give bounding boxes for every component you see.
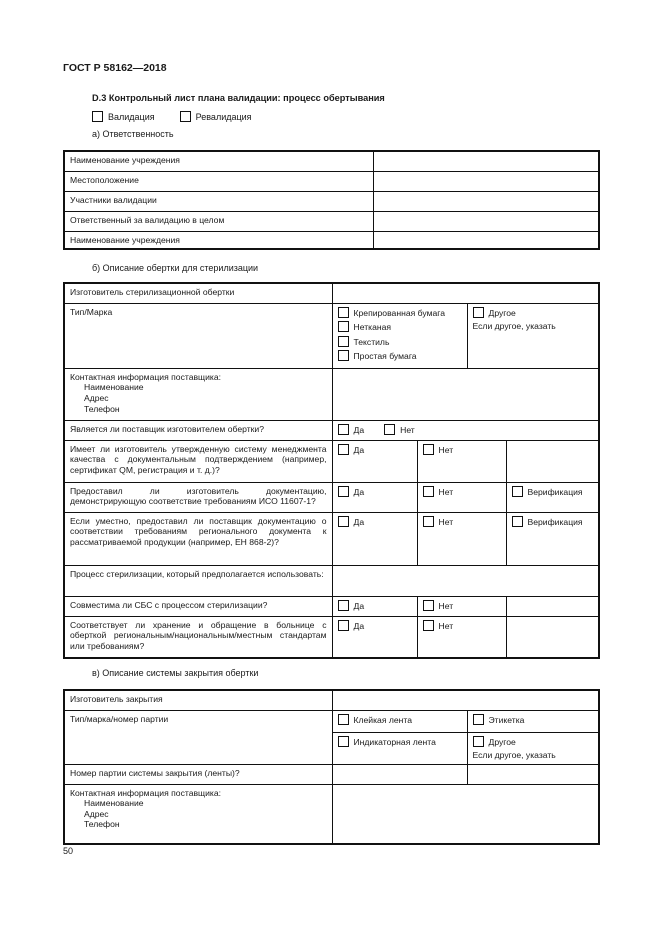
no-checkbox[interactable] xyxy=(423,444,434,455)
no-checkbox[interactable] xyxy=(423,516,434,527)
no-label: Нет xyxy=(438,444,454,455)
option-label: Индикаторная лента xyxy=(353,736,436,747)
option-label: Другое xyxy=(488,736,516,747)
no-checkbox[interactable] xyxy=(423,620,434,631)
contact-label xyxy=(64,368,332,420)
no-label: Нет xyxy=(438,600,454,611)
row-label: Совместима ли СБС с процессом стерилизации? xyxy=(64,596,332,616)
empty-cell xyxy=(506,616,599,658)
no-label: Нет xyxy=(438,620,454,631)
value-cell[interactable] xyxy=(332,283,599,303)
yes-label: Да xyxy=(353,600,365,611)
value-cell[interactable] xyxy=(332,764,467,784)
yes-checkbox[interactable] xyxy=(338,424,349,435)
option-label: Простая бумага xyxy=(353,351,417,362)
value-cell[interactable] xyxy=(332,784,599,844)
option-label: Текстиль xyxy=(353,336,390,347)
no-checkbox[interactable] xyxy=(423,486,434,497)
no-checkbox[interactable] xyxy=(423,600,434,611)
adhesive-tape-checkbox[interactable] xyxy=(338,714,349,725)
label-checkbox[interactable] xyxy=(473,714,484,725)
option-label: Нетканая xyxy=(353,322,392,333)
validation-mode xyxy=(92,111,252,122)
plain-paper-checkbox[interactable] xyxy=(338,350,349,361)
verification-label: Верификация xyxy=(527,516,583,527)
contact-line: Телефон xyxy=(84,819,120,830)
other-specify-label: Если другое, указать xyxy=(472,750,556,761)
yes-label: Да xyxy=(353,516,365,527)
contact-heading: Контактная информация поставщика: xyxy=(70,787,222,798)
contact-line: Адрес xyxy=(84,393,109,404)
row-label: Номер партии системы закрытия (ленты)? xyxy=(64,764,332,784)
other-specify-label: Если другое, указать xyxy=(472,321,556,332)
other-checkbox[interactable] xyxy=(473,736,484,747)
yes-label: Да xyxy=(353,620,365,631)
row-label: Процесс стерилизации, который предполагается использовать: xyxy=(64,565,332,596)
value-cell[interactable] xyxy=(373,171,599,191)
nonwoven-checkbox[interactable] xyxy=(338,321,349,332)
section-a-heading: а) Ответственность xyxy=(92,129,174,139)
option-label: Клейкая лента xyxy=(353,714,413,725)
section-title: D.3 Контрольный лист плана валидации: процесс обертывания xyxy=(92,93,385,103)
row-label: Наименование учреждения xyxy=(64,151,373,171)
yes-checkbox[interactable] xyxy=(338,620,349,631)
yes-label: Да xyxy=(353,444,365,455)
section-c-heading: в) Описание системы закрытия обертки xyxy=(92,668,259,678)
value-cell[interactable] xyxy=(332,690,599,710)
validation-checkbox[interactable] xyxy=(92,111,103,122)
contact-line: Наименование xyxy=(84,798,144,809)
empty-cell xyxy=(506,440,599,482)
row-label: Тип/марка/номер партии xyxy=(64,710,332,764)
option-label: Этикетка xyxy=(488,714,525,725)
revalidation-label: Ревалидация xyxy=(195,112,252,122)
indicator-tape-checkbox[interactable] xyxy=(338,736,349,747)
closure-table xyxy=(63,689,600,845)
value-cell[interactable] xyxy=(332,368,599,420)
no-checkbox[interactable] xyxy=(384,424,395,435)
verification-checkbox[interactable] xyxy=(512,516,523,527)
value-cell[interactable] xyxy=(373,231,599,249)
option-label: Крепированная бумага xyxy=(353,307,445,318)
row-label: Изготовитель стерилизационной обертки xyxy=(64,283,332,303)
value-cell[interactable] xyxy=(373,211,599,231)
no-label: Нет xyxy=(438,486,454,497)
row-label: Является ли поставщик изготовителем обертки? xyxy=(64,420,332,440)
no-label: Нет xyxy=(400,424,415,435)
row-label: Тип/Марка xyxy=(64,303,332,368)
contact-heading: Контактная информация поставщика: xyxy=(70,371,222,382)
yes-checkbox[interactable] xyxy=(338,600,349,611)
validation-label: Валидация xyxy=(108,112,155,122)
value-cell[interactable] xyxy=(467,764,599,784)
row-label: Наименование учреждения xyxy=(64,231,373,249)
no-label: Нет xyxy=(438,516,454,527)
contact-line: Телефон xyxy=(84,403,120,414)
page-number: 50 xyxy=(63,846,74,856)
revalidation-checkbox[interactable] xyxy=(180,111,191,122)
verification-label: Верификация xyxy=(527,486,583,497)
yes-label: Да xyxy=(353,486,365,497)
value-cell[interactable] xyxy=(332,565,599,596)
empty-cell xyxy=(506,596,599,616)
contact-line: Адрес xyxy=(84,808,109,819)
contact-label xyxy=(64,784,332,844)
row-label: Имеет ли изготовитель утвержденную систему менеджмента качества с документальным подтверждением (например, сертификат QM, регистрация и т. д.)? xyxy=(64,440,332,482)
row-label: Соответствует ли хранение и обращение в больнице с оберткой региональным/национальным/местным стандартам или требованиям? xyxy=(64,616,332,658)
contact-line: Наименование xyxy=(84,382,144,393)
textile-checkbox[interactable] xyxy=(338,336,349,347)
responsibility-table xyxy=(63,150,600,250)
row-label: Изготовитель закрытия xyxy=(64,690,332,710)
crepe-paper-checkbox[interactable] xyxy=(338,307,349,318)
verification-checkbox[interactable] xyxy=(512,486,523,497)
row-label: Участники валидации xyxy=(64,191,373,211)
yes-checkbox[interactable] xyxy=(338,516,349,527)
wrap-description-table xyxy=(63,282,600,659)
row-label: Предоставил ли изготовитель документацию, демонстрирующую соответствие требованиям ИСО 11607-1? xyxy=(64,482,332,512)
value-cell[interactable] xyxy=(373,151,599,171)
row-label: Если уместно, предоставил ли поставщик документацию о соответствии требованиям регионального документа к рассматриваемой продукции (например, ЕН 868-2)? xyxy=(64,512,332,565)
section-b-heading: б) Описание обертки для стерилизации xyxy=(92,263,259,273)
value-cell[interactable] xyxy=(373,191,599,211)
yes-checkbox[interactable] xyxy=(338,444,349,455)
option-label: Другое xyxy=(488,307,516,318)
other-checkbox[interactable] xyxy=(473,307,484,318)
yes-label: Да xyxy=(353,424,365,435)
yes-checkbox[interactable] xyxy=(338,486,349,497)
row-label: Ответственный за валидацию в целом xyxy=(64,211,373,231)
row-label: Местоположение xyxy=(64,171,373,191)
document-header: ГОСТ Р 58162—2018 xyxy=(63,62,167,74)
